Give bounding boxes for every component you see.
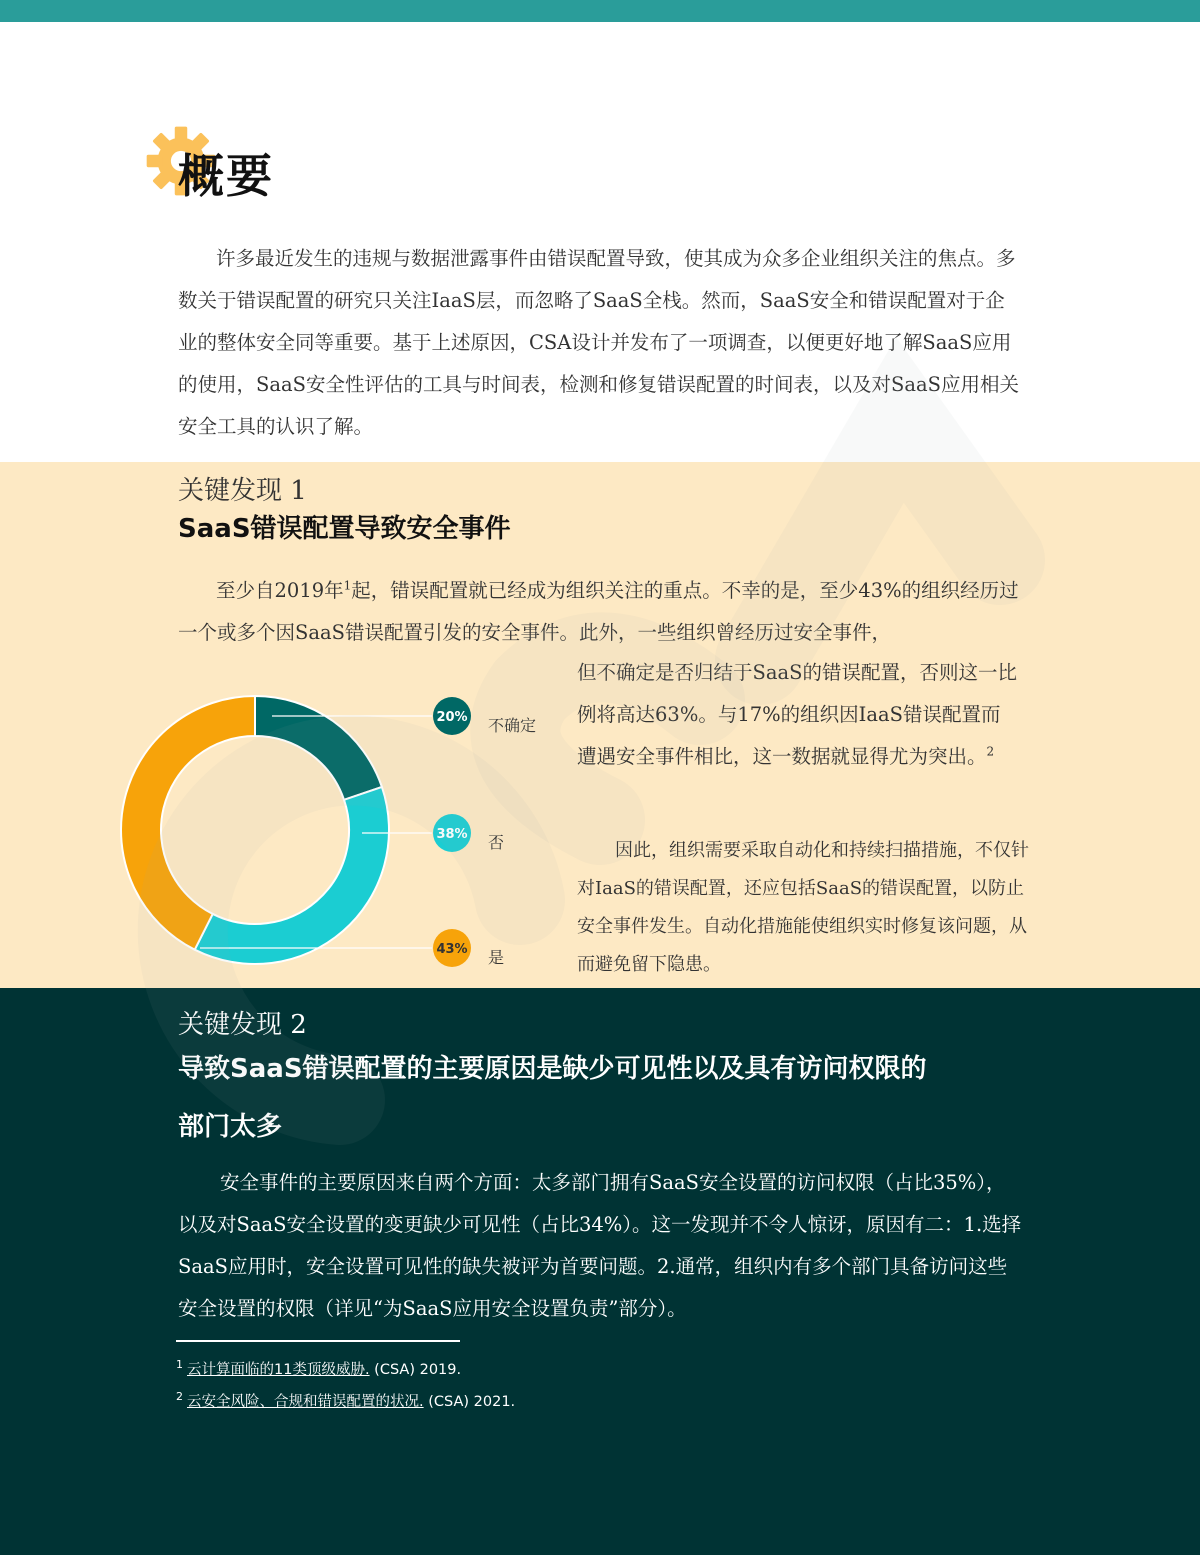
intro-paragraph: 许多最近发生的违规与数据泄露事件由错误配置导致，使其成为众多企业组织关注的焦点。多数关于错误配置的研究只关注IaaS层，而忽略了SaaS全栈。然而，SaaS安全和错误配置对于企业的整体安全同等重要。基于上述原因，CSA设计并发布了一项调查，以便更好地了解SaaS应用的使用，SaaS安全性评估的工具与时间表，检测和修复错误配置的时间表，以及对SaaS应用相关安全工具的认识了解。	[178, 247, 1019, 438]
donut-slice-2	[121, 696, 255, 950]
footnote-ref-2[interactable]: 2	[986, 744, 995, 759]
footnote-2-source: (CSA) 2021.	[423, 1394, 516, 1410]
finding2-label: 关键发现 2	[178, 1010, 307, 1040]
slice-category-label-2: 是	[488, 948, 505, 967]
footnote-1	[176, 1358, 461, 1379]
footnote-2-link[interactable]: 云安全风险、合规和错误配置的状况.	[187, 1394, 424, 1410]
donut-chart	[100, 690, 570, 980]
footnote-2-number: 2	[176, 1390, 183, 1404]
finding1-para-a-pre: 至少自2019年	[216, 579, 344, 602]
footnote-1-link[interactable]: 云计算面临的11类顶级威胁.	[187, 1362, 370, 1378]
finding1-paragraph-b	[577, 652, 1017, 778]
slice-value-label-1: 38%	[436, 827, 468, 842]
footnote-1-number: 1	[176, 1358, 183, 1372]
finding2-paragraph: 安全事件的主要原因来自两个方面：太多部门拥有SaaS安全设置的访问权限（占比35%），以及对SaaS安全设置的变更缺少可见性（占比34%）。这一发现并不令人惊讶，原因有二：1.选择SaaS应用时，安全设置可见性的缺失被评为首要问题。2.通常，组织内有多个部门具备访问这些安全设置的权限（详见“为SaaS应用安全设置负责”部分）。	[178, 1171, 1022, 1320]
slice-category-label-1: 否	[488, 833, 505, 852]
page-title: 概要	[178, 149, 274, 203]
slice-value-label-0: 20%	[436, 710, 468, 725]
donut-slice-0	[255, 696, 382, 800]
donut-slice-1	[195, 787, 389, 964]
finding1-paragraph-a	[178, 570, 1023, 654]
finding1-para-b-text: 但不确定是否归结于SaaS的错误配置，否则这一比例将高达63%。与17%的组织因IaaS错误配置而遭遇安全事件相比，这一数据就显得尤为突出。	[577, 661, 1017, 768]
footnote-1-source: (CSA) 2019.	[369, 1362, 462, 1378]
finding2-heading-line2: 部门太多	[178, 1112, 283, 1142]
finding2-heading	[178, 1040, 1038, 1156]
top-accent-bar	[0, 0, 1200, 22]
finding1-paragraph-c: 因此，组织需要采取自动化和持续扫描措施，不仅针对IaaS的错误配置，还应包括SaaS的错误配置，以防止安全事件发生。自动化措施能使组织实时修复该问题，从而避免留下隐患。	[577, 840, 1029, 975]
finding1-para-a-post: 起，错误配置就已经成为组织关注的重点。不幸的是，至少43%的组织经历过一个或多个因SaaS错误配置引发的安全事件。此外，一些组织曾经历过安全事件，	[178, 579, 1019, 644]
finding1-heading: SaaS错误配置导致安全事件	[178, 514, 511, 544]
finding2-heading-line1: 导致SaaS错误配置的主要原因是缺少可见性以及具有访问权限的	[178, 1054, 927, 1084]
slice-value-label-2: 43%	[436, 942, 468, 957]
footnote-2	[176, 1390, 515, 1411]
footnote-divider	[176, 1340, 460, 1342]
finding1-label: 关键发现 1	[178, 476, 307, 506]
footnote-ref-1[interactable]: 1	[343, 578, 352, 593]
slice-category-label-0: 不确定	[488, 716, 537, 735]
